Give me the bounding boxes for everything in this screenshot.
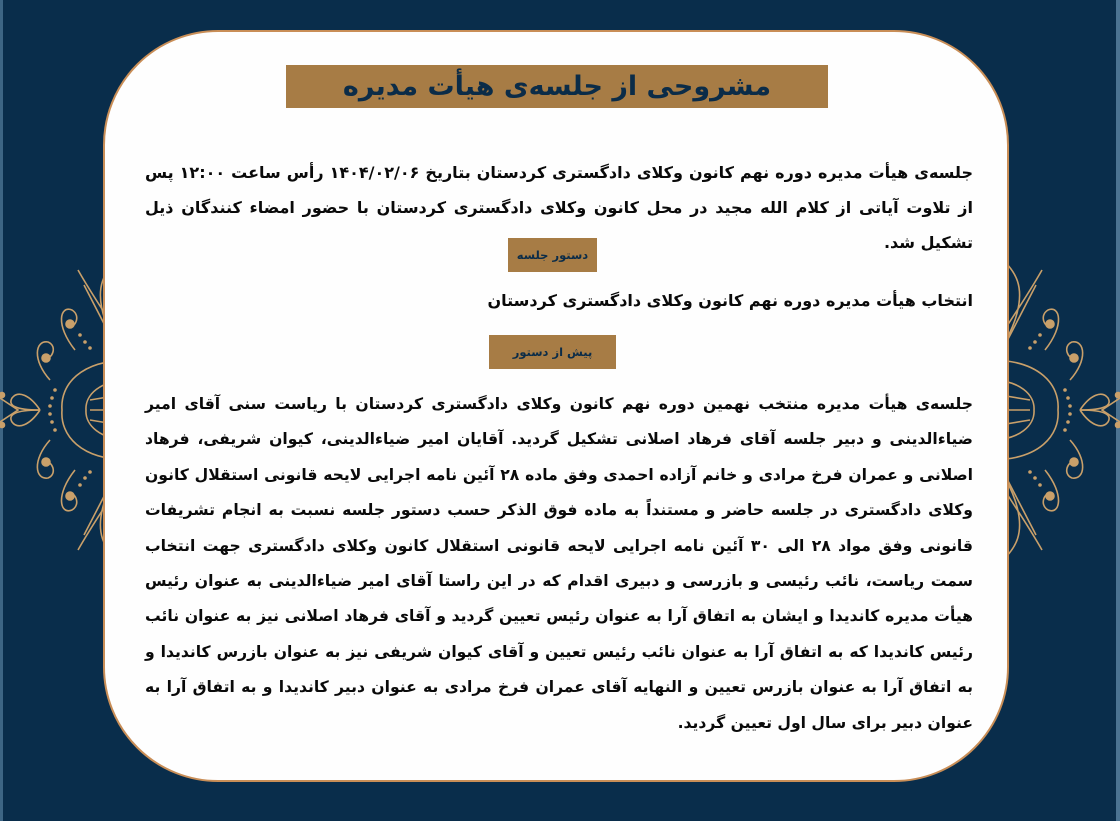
agenda-content: انتخاب هیأت مدیره دوره نهم کانون وکلای دادگستری کردستان xyxy=(487,291,973,310)
agenda-badge xyxy=(508,238,597,272)
document-title: مشروحی از جلسه‌ی هیأت مدیره xyxy=(342,71,772,102)
agenda-badge-label: دستور جلسه xyxy=(516,248,589,262)
intro-paragraph: جلسه‌ی هیأت مدیره دوره نهم کانون وکلای دادگستری کردستان بتاریخ ۱۴۰۴/۰۲/۰۶ رأس ساعت ۱۲:۰۰ پس از تلاوت آیاتی از کلام الله مجید در محل کانون وکلای دادگستری کردستان با حضور امضاء کنندگان ذیل تشکیل شد. xyxy=(145,163,973,252)
pre-agenda-badge xyxy=(489,335,616,369)
right-ornament-icon xyxy=(990,230,1120,590)
title-banner xyxy=(286,65,828,108)
pre-agenda-paragraph: جلسه‌ی هیأت مدیره منتخب نهمین دوره نهم کانون وکلای دادگستری کردستان با ریاست سنی آقای امیر ضیاءالدینی و دبیر جلسه آقای فرهاد اصلانی تشکیل گردید. آقایان امیر ضیاءالدینی، کیوان شریفی، فرهاد اصلانی و عمران فرخ مرادی و خانم آزاده احمدی وفق ماده ۲۸ آئین نامه اجرایی لایحه قانونی استقلال کانون وکلای دادگستری در جلسه حاضر و مستنداً به ماده فوق الذکر حسب دستور جلسه نسبت به انجام تشریفات قانونی وفق مواد ۲۸ الی ۳۰ آئین نامه اجرایی لایحه قانونی استقلال کانون وکلای دادگستری جهت انتخاب سمت ریاست، نائب رئیسی و بازرسی و دبیری اقدام که در این راستا آقای امیر ضیاءالدینی به عنوان رئیس هیأت مدیره کاندیدا و ایشان به اتفاق آرا به عنوان رئیس تعیین گردید و آقای فرهاد اصلانی نیز به عنوان نائب رئیس کاندیدا که به اتفاق آرا به عنوان نائب رئیس تعیین و آقای کیوان شریفی نیز به عنوان بازرس کاندیدا و به اتفاق آرا به عنوان بازرس تعیین و النهایه آقای عمران فرخ مرادی به عنوان دبیر کاندیدا و به اتفاق آرا به عنوان دبیر برای سال اول تعیین گردید. xyxy=(145,395,973,732)
pre-agenda-badge-label: پیش از دستور xyxy=(512,345,593,359)
